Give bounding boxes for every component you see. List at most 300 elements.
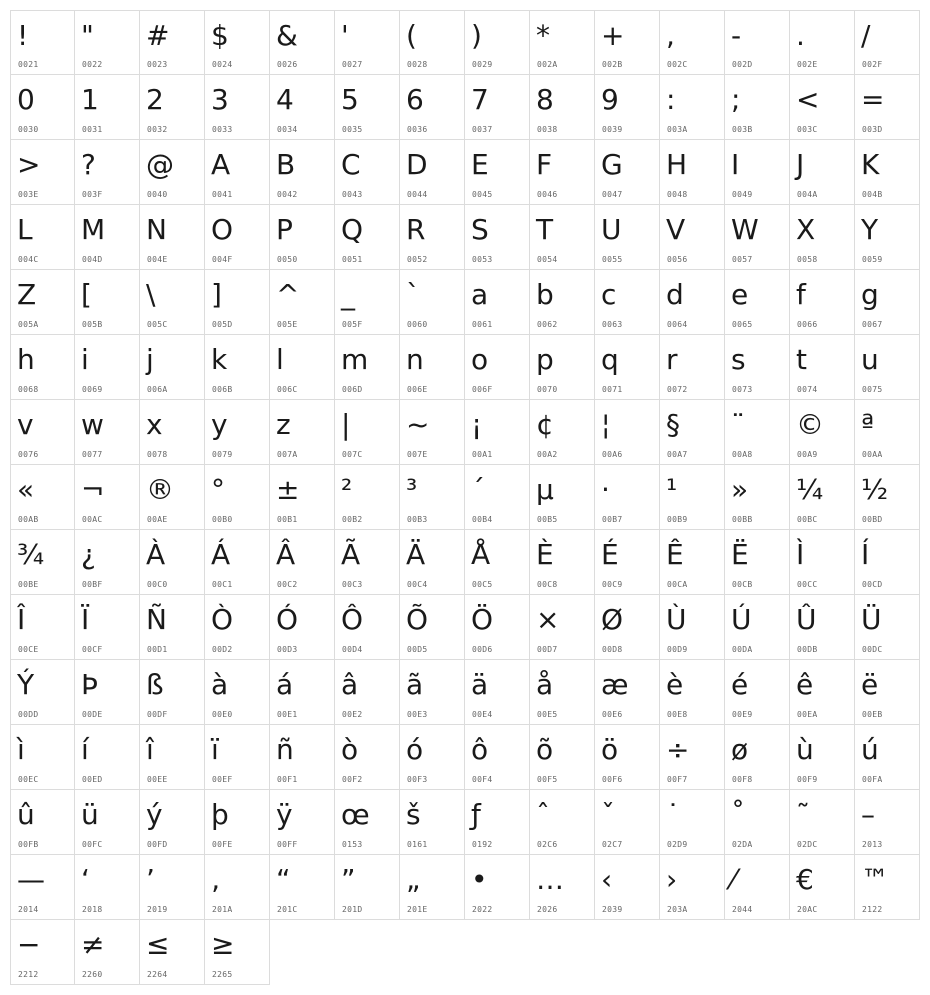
- glyph-cell: [725, 335, 790, 400]
- glyph-character: Ã: [341, 538, 361, 571]
- glyph-codepoint: 006D: [342, 385, 363, 394]
- glyph-character: O: [211, 213, 234, 246]
- glyph-codepoint: 00D8: [602, 645, 623, 654]
- glyph-character: Y: [861, 213, 879, 246]
- glyph-character: Õ: [406, 603, 429, 636]
- glyph-character: —: [17, 863, 45, 896]
- glyph-codepoint: 005A: [18, 320, 39, 329]
- glyph-cell: [335, 400, 400, 465]
- glyph-character: ²: [341, 473, 353, 506]
- glyph-character: ]: [211, 278, 222, 311]
- glyph-character: T: [536, 213, 554, 246]
- glyph-codepoint: 00A2: [537, 450, 558, 459]
- glyph-character: J: [796, 148, 805, 181]
- glyph-character: È: [536, 538, 554, 571]
- glyph-codepoint: 02D9: [667, 840, 688, 849]
- glyph-codepoint: 002C: [667, 60, 688, 69]
- glyph-character: ): [471, 19, 482, 52]
- glyph-codepoint: 0041: [212, 190, 233, 199]
- glyph-character: ~: [406, 408, 430, 441]
- glyph-character: ¡: [471, 408, 483, 441]
- glyph-character: −: [17, 928, 41, 961]
- glyph-character: ±: [276, 473, 300, 506]
- glyph-character: ˇ: [601, 798, 615, 831]
- glyph-codepoint: 002F: [862, 60, 883, 69]
- glyph-cell: [530, 660, 595, 725]
- glyph-character: y: [211, 408, 228, 441]
- glyph-cell: [790, 465, 855, 530]
- glyph-codepoint: 0024: [212, 60, 233, 69]
- glyph-cell: [205, 205, 270, 270]
- glyph-codepoint: 201A: [212, 905, 233, 914]
- glyph-codepoint: 0161: [407, 840, 428, 849]
- glyph-codepoint: 0062: [537, 320, 558, 329]
- glyph-character: _: [341, 278, 355, 311]
- glyph-character: õ: [536, 733, 554, 766]
- glyph-codepoint: 0054: [537, 255, 558, 264]
- glyph-codepoint: 0153: [342, 840, 363, 849]
- glyph-character: r: [666, 343, 678, 376]
- glyph-character: W: [731, 213, 759, 246]
- glyph-cell: [595, 790, 660, 855]
- glyph-cell: [465, 400, 530, 465]
- glyph-codepoint: 0049: [732, 190, 753, 199]
- glyph-character: s: [731, 343, 746, 376]
- glyph-character: B: [276, 148, 296, 181]
- glyph-codepoint: 00B3: [407, 515, 428, 524]
- glyph-codepoint: 003F: [82, 190, 103, 199]
- glyph-cell: [270, 465, 335, 530]
- glyph-character: ã: [406, 668, 424, 701]
- glyph-character: u: [861, 343, 879, 376]
- glyph-cell: [400, 10, 465, 75]
- glyph-cell: [660, 335, 725, 400]
- glyph-character: !: [17, 19, 29, 52]
- glyph-cell: [140, 595, 205, 660]
- glyph-codepoint: 0069: [82, 385, 103, 394]
- glyph-character: œ: [341, 798, 370, 831]
- glyph-codepoint: 2122: [862, 905, 883, 914]
- glyph-codepoint: 00A7: [667, 450, 688, 459]
- glyph-codepoint: 0021: [18, 60, 39, 69]
- glyph-character: û: [17, 798, 35, 831]
- glyph-character: µ: [536, 473, 554, 506]
- glyph-character: î: [146, 733, 154, 766]
- glyph-cell: [10, 335, 75, 400]
- glyph-codepoint: 0051: [342, 255, 363, 264]
- glyph-character: â: [341, 668, 359, 701]
- glyph-codepoint: 0055: [602, 255, 623, 264]
- glyph-cell: [790, 270, 855, 335]
- glyph-cell: [75, 790, 140, 855]
- glyph-codepoint: 0058: [797, 255, 818, 264]
- glyph-cell: [660, 10, 725, 75]
- glyph-codepoint: 006B: [212, 385, 233, 394]
- glyph-cell: [205, 465, 270, 530]
- glyph-codepoint: 00FF: [277, 840, 298, 849]
- glyph-cell: [595, 205, 660, 270]
- glyph-character: d: [666, 278, 684, 311]
- glyph-cell: [855, 465, 920, 530]
- glyph-cell: [660, 465, 725, 530]
- glyph-codepoint: 004A: [797, 190, 818, 199]
- glyph-character: ä: [471, 668, 489, 701]
- glyph-codepoint: 2212: [18, 970, 39, 979]
- glyph-codepoint: 2260: [82, 970, 103, 979]
- glyph-codepoint: 003A: [667, 125, 688, 134]
- glyph-codepoint: 2026: [537, 905, 558, 914]
- glyph-cell: [140, 335, 205, 400]
- glyph-codepoint: 02C7: [602, 840, 623, 849]
- glyph-cell: [400, 400, 465, 465]
- glyph-cell: [75, 660, 140, 725]
- glyph-character: Ü: [861, 603, 882, 636]
- glyph-codepoint: 20AC: [797, 905, 818, 914]
- glyph-cell: [205, 725, 270, 790]
- glyph-cell: [855, 400, 920, 465]
- glyph-codepoint: 004F: [212, 255, 233, 264]
- glyph-character: l: [276, 343, 284, 376]
- glyph-character: ‘: [81, 863, 90, 896]
- glyph-codepoint: 00AB: [18, 515, 39, 524]
- glyph-cell: [10, 790, 75, 855]
- glyph-character: ô: [471, 733, 489, 766]
- glyph-codepoint: 0022: [82, 60, 103, 69]
- glyph-cell: [595, 400, 660, 465]
- glyph-character: g: [861, 278, 879, 311]
- glyph-cell: [270, 10, 335, 75]
- glyph-character: >: [17, 148, 41, 181]
- glyph-cell: [790, 335, 855, 400]
- glyph-character: ü: [81, 798, 99, 831]
- glyph-codepoint: 004D: [82, 255, 103, 264]
- glyph-codepoint: 0034: [277, 125, 298, 134]
- glyph-cell: [270, 790, 335, 855]
- glyph-cell: [75, 725, 140, 790]
- glyph-character: U: [601, 213, 622, 246]
- glyph-codepoint: 00BB: [732, 515, 753, 524]
- glyph-codepoint: 004E: [147, 255, 168, 264]
- glyph-cell: [595, 725, 660, 790]
- glyph-character: Á: [211, 538, 231, 571]
- glyph-character: D: [406, 148, 428, 181]
- glyph-cell: [595, 75, 660, 140]
- glyph-cell: [270, 205, 335, 270]
- glyph-cell: [10, 10, 75, 75]
- glyph-character: ‹: [601, 863, 613, 896]
- glyph-cell: [400, 660, 465, 725]
- glyph-codepoint: 00A1: [472, 450, 493, 459]
- glyph-character: €: [796, 863, 814, 896]
- glyph-codepoint: 00B2: [342, 515, 363, 524]
- glyph-character: Î: [17, 603, 26, 636]
- glyph-cell: [270, 400, 335, 465]
- glyph-cell: [660, 660, 725, 725]
- glyph-character: L: [17, 213, 33, 246]
- glyph-cell: [465, 530, 530, 595]
- glyph-codepoint: 00EB: [862, 710, 883, 719]
- glyph-cell: [530, 400, 595, 465]
- glyph-character: è: [666, 668, 684, 701]
- glyph-cell: [790, 530, 855, 595]
- glyph-character: ý: [146, 798, 163, 831]
- glyph-codepoint: 0044: [407, 190, 428, 199]
- glyph-cell: [205, 10, 270, 75]
- glyph-codepoint: 003E: [18, 190, 39, 199]
- glyph-character: ¦: [601, 408, 611, 441]
- glyph-codepoint: 006A: [147, 385, 168, 394]
- glyph-codepoint: 00E1: [277, 710, 298, 719]
- glyph-codepoint: 0050: [277, 255, 298, 264]
- glyph-cell: [335, 335, 400, 400]
- glyph-codepoint: 00DB: [797, 645, 818, 654]
- glyph-cell: [790, 595, 855, 660]
- glyph-codepoint: 0060: [407, 320, 428, 329]
- glyph-codepoint: 0071: [602, 385, 623, 394]
- glyph-character: ö: [601, 733, 619, 766]
- glyph-character: Þ: [81, 668, 98, 701]
- glyph-codepoint: 00E5: [537, 710, 558, 719]
- glyph-cell: [725, 270, 790, 335]
- glyph-codepoint: 00B5: [537, 515, 558, 524]
- glyph-cell: [530, 790, 595, 855]
- glyph-codepoint: 00CA: [667, 580, 688, 589]
- glyph-cell: [400, 205, 465, 270]
- glyph-character: <: [796, 83, 820, 116]
- glyph-cell: [855, 205, 920, 270]
- glyph-codepoint: 00F1: [277, 775, 298, 784]
- glyph-cell: [270, 335, 335, 400]
- glyph-codepoint: 00D5: [407, 645, 428, 654]
- glyph-cell: [855, 790, 920, 855]
- glyph-codepoint: 00BD: [862, 515, 883, 524]
- glyph-character: «: [17, 473, 35, 506]
- glyph-character: ®: [146, 473, 174, 506]
- glyph-character: ¢: [536, 408, 554, 441]
- glyph-cell: [400, 335, 465, 400]
- glyph-cell: [855, 855, 920, 920]
- glyph-character: ,: [666, 19, 675, 52]
- glyph-character: ½: [861, 473, 889, 506]
- glyph-character: m: [341, 343, 369, 376]
- glyph-codepoint: 0053: [472, 255, 493, 264]
- glyph-character: E: [471, 148, 489, 181]
- glyph-character: Ô: [341, 603, 364, 636]
- glyph-cell: [10, 270, 75, 335]
- glyph-codepoint: 0066: [797, 320, 818, 329]
- glyph-character: Ï: [81, 603, 90, 636]
- glyph-character: Z: [17, 278, 37, 311]
- glyph-character: t: [796, 343, 807, 376]
- glyph-codepoint: 00FA: [862, 775, 883, 784]
- glyph-cell: [335, 10, 400, 75]
- glyph-codepoint: 005B: [82, 320, 103, 329]
- glyph-codepoint: 00EF: [212, 775, 233, 784]
- glyph-cell: [530, 140, 595, 205]
- glyph-cell: [855, 725, 920, 790]
- glyph-cell: [335, 465, 400, 530]
- glyph-codepoint: 00EA: [797, 710, 818, 719]
- glyph-character: Q: [341, 213, 364, 246]
- glyph-cell: [140, 725, 205, 790]
- glyph-cell: [335, 205, 400, 270]
- glyph-character: &: [276, 19, 298, 52]
- glyph-cell: [140, 140, 205, 205]
- glyph-character: 2: [146, 83, 164, 116]
- glyph-codepoint: 0029: [472, 60, 493, 69]
- glyph-codepoint: 0036: [407, 125, 428, 134]
- glyph-cell: [400, 270, 465, 335]
- glyph-cell: [140, 465, 205, 530]
- glyph-character: +: [601, 19, 625, 52]
- glyph-cell: [660, 530, 725, 595]
- glyph-codepoint: 0048: [667, 190, 688, 199]
- glyph-cell: [335, 270, 400, 335]
- glyph-character: c: [601, 278, 617, 311]
- glyph-codepoint: 0078: [147, 450, 168, 459]
- glyph-codepoint: 2013: [862, 840, 883, 849]
- glyph-character: ≠: [81, 928, 105, 961]
- glyph-character: ·: [601, 473, 610, 506]
- glyph-character: ê: [796, 668, 814, 701]
- glyph-character: ”: [341, 863, 356, 896]
- glyph-character: ˙: [666, 798, 680, 831]
- glyph-character: 6: [406, 83, 424, 116]
- glyph-character: /: [861, 19, 871, 52]
- glyph-codepoint: 00C3: [342, 580, 363, 589]
- glyph-cell: [10, 855, 75, 920]
- glyph-character: x: [146, 408, 163, 441]
- glyph-codepoint: 2039: [602, 905, 623, 914]
- glyph-grid: [10, 10, 920, 985]
- glyph-codepoint: 0067: [862, 320, 883, 329]
- glyph-cell: [10, 75, 75, 140]
- glyph-cell: [660, 595, 725, 660]
- glyph-character: Ñ: [146, 603, 167, 636]
- glyph-codepoint: 0065: [732, 320, 753, 329]
- glyph-cell: [205, 75, 270, 140]
- glyph-character: Ý: [17, 668, 35, 701]
- glyph-cell: [595, 855, 660, 920]
- glyph-codepoint: 006C: [277, 385, 298, 394]
- glyph-codepoint: 00D1: [147, 645, 168, 654]
- glyph-cell: [335, 530, 400, 595]
- glyph-codepoint: 00F8: [732, 775, 753, 784]
- glyph-codepoint: 00B9: [667, 515, 688, 524]
- glyph-character: Ë: [731, 538, 749, 571]
- glyph-cell: [270, 595, 335, 660]
- glyph-codepoint: 00D9: [667, 645, 688, 654]
- glyph-character: é: [731, 668, 749, 701]
- glyph-codepoint: 0057: [732, 255, 753, 264]
- glyph-cell: [270, 855, 335, 920]
- glyph-character: ë: [861, 668, 879, 701]
- glyph-cell: [530, 205, 595, 270]
- glyph-cell: [465, 725, 530, 790]
- glyph-codepoint: 0042: [277, 190, 298, 199]
- glyph-cell: [855, 335, 920, 400]
- glyph-codepoint: 0035: [342, 125, 363, 134]
- glyph-cell: [140, 790, 205, 855]
- glyph-character: #: [146, 19, 170, 52]
- glyph-cell: [595, 335, 660, 400]
- glyph-codepoint: 00A9: [797, 450, 818, 459]
- glyph-character: ‚: [211, 863, 220, 896]
- glyph-cell: [140, 530, 205, 595]
- glyph-character: É: [601, 538, 619, 571]
- glyph-codepoint: 005F: [342, 320, 363, 329]
- glyph-cell: [140, 75, 205, 140]
- glyph-codepoint: 0075: [862, 385, 883, 394]
- glyph-character: ò: [341, 733, 359, 766]
- glyph-codepoint: 2019: [147, 905, 168, 914]
- glyph-character: »: [731, 473, 749, 506]
- glyph-codepoint: 00EE: [147, 775, 168, 784]
- glyph-codepoint: 0046: [537, 190, 558, 199]
- glyph-cell: [205, 660, 270, 725]
- glyph-cell: [530, 725, 595, 790]
- glyph-codepoint: 00F5: [537, 775, 558, 784]
- glyph-cell: [790, 790, 855, 855]
- glyph-character: k: [211, 343, 228, 376]
- glyph-codepoint: 00BE: [18, 580, 39, 589]
- glyph-codepoint: 00E2: [342, 710, 363, 719]
- glyph-character: í: [81, 733, 89, 766]
- glyph-codepoint: 0070: [537, 385, 558, 394]
- glyph-cell: [75, 205, 140, 270]
- glyph-character: R: [406, 213, 426, 246]
- glyph-character: M: [81, 213, 106, 246]
- glyph-codepoint: 00D4: [342, 645, 363, 654]
- glyph-cell: [530, 530, 595, 595]
- glyph-character: z: [276, 408, 291, 441]
- glyph-cell: [660, 855, 725, 920]
- glyph-codepoint: 00C0: [147, 580, 168, 589]
- glyph-codepoint: 0056: [667, 255, 688, 264]
- glyph-codepoint: 0045: [472, 190, 493, 199]
- glyph-character: ?: [81, 148, 96, 181]
- glyph-character: v: [17, 408, 34, 441]
- glyph-codepoint: 00D6: [472, 645, 493, 654]
- glyph-character: ï: [211, 733, 219, 766]
- glyph-character: *: [536, 19, 550, 52]
- glyph-cell: [140, 855, 205, 920]
- glyph-character: `: [406, 278, 420, 311]
- glyph-cell: [465, 140, 530, 205]
- glyph-codepoint: 201E: [407, 905, 428, 914]
- glyph-cell: [465, 270, 530, 335]
- glyph-character: §: [666, 408, 680, 441]
- glyph-character: °: [211, 473, 225, 506]
- glyph-cell: [725, 855, 790, 920]
- glyph-codepoint: 00D7: [537, 645, 558, 654]
- glyph-cell: [530, 75, 595, 140]
- glyph-codepoint: 00C2: [277, 580, 298, 589]
- glyph-cell: [530, 270, 595, 335]
- glyph-character: Ó: [276, 603, 299, 636]
- glyph-cell: [725, 790, 790, 855]
- glyph-codepoint: 007C: [342, 450, 363, 459]
- glyph-codepoint: 0030: [18, 125, 39, 134]
- glyph-character: C: [341, 148, 361, 181]
- glyph-cell: [530, 855, 595, 920]
- glyph-codepoint: 002A: [537, 60, 558, 69]
- glyph-character: F: [536, 148, 553, 181]
- glyph-character: …: [536, 863, 564, 896]
- glyph-character: -: [731, 19, 742, 52]
- glyph-character: i: [81, 343, 89, 376]
- glyph-cell: [595, 530, 660, 595]
